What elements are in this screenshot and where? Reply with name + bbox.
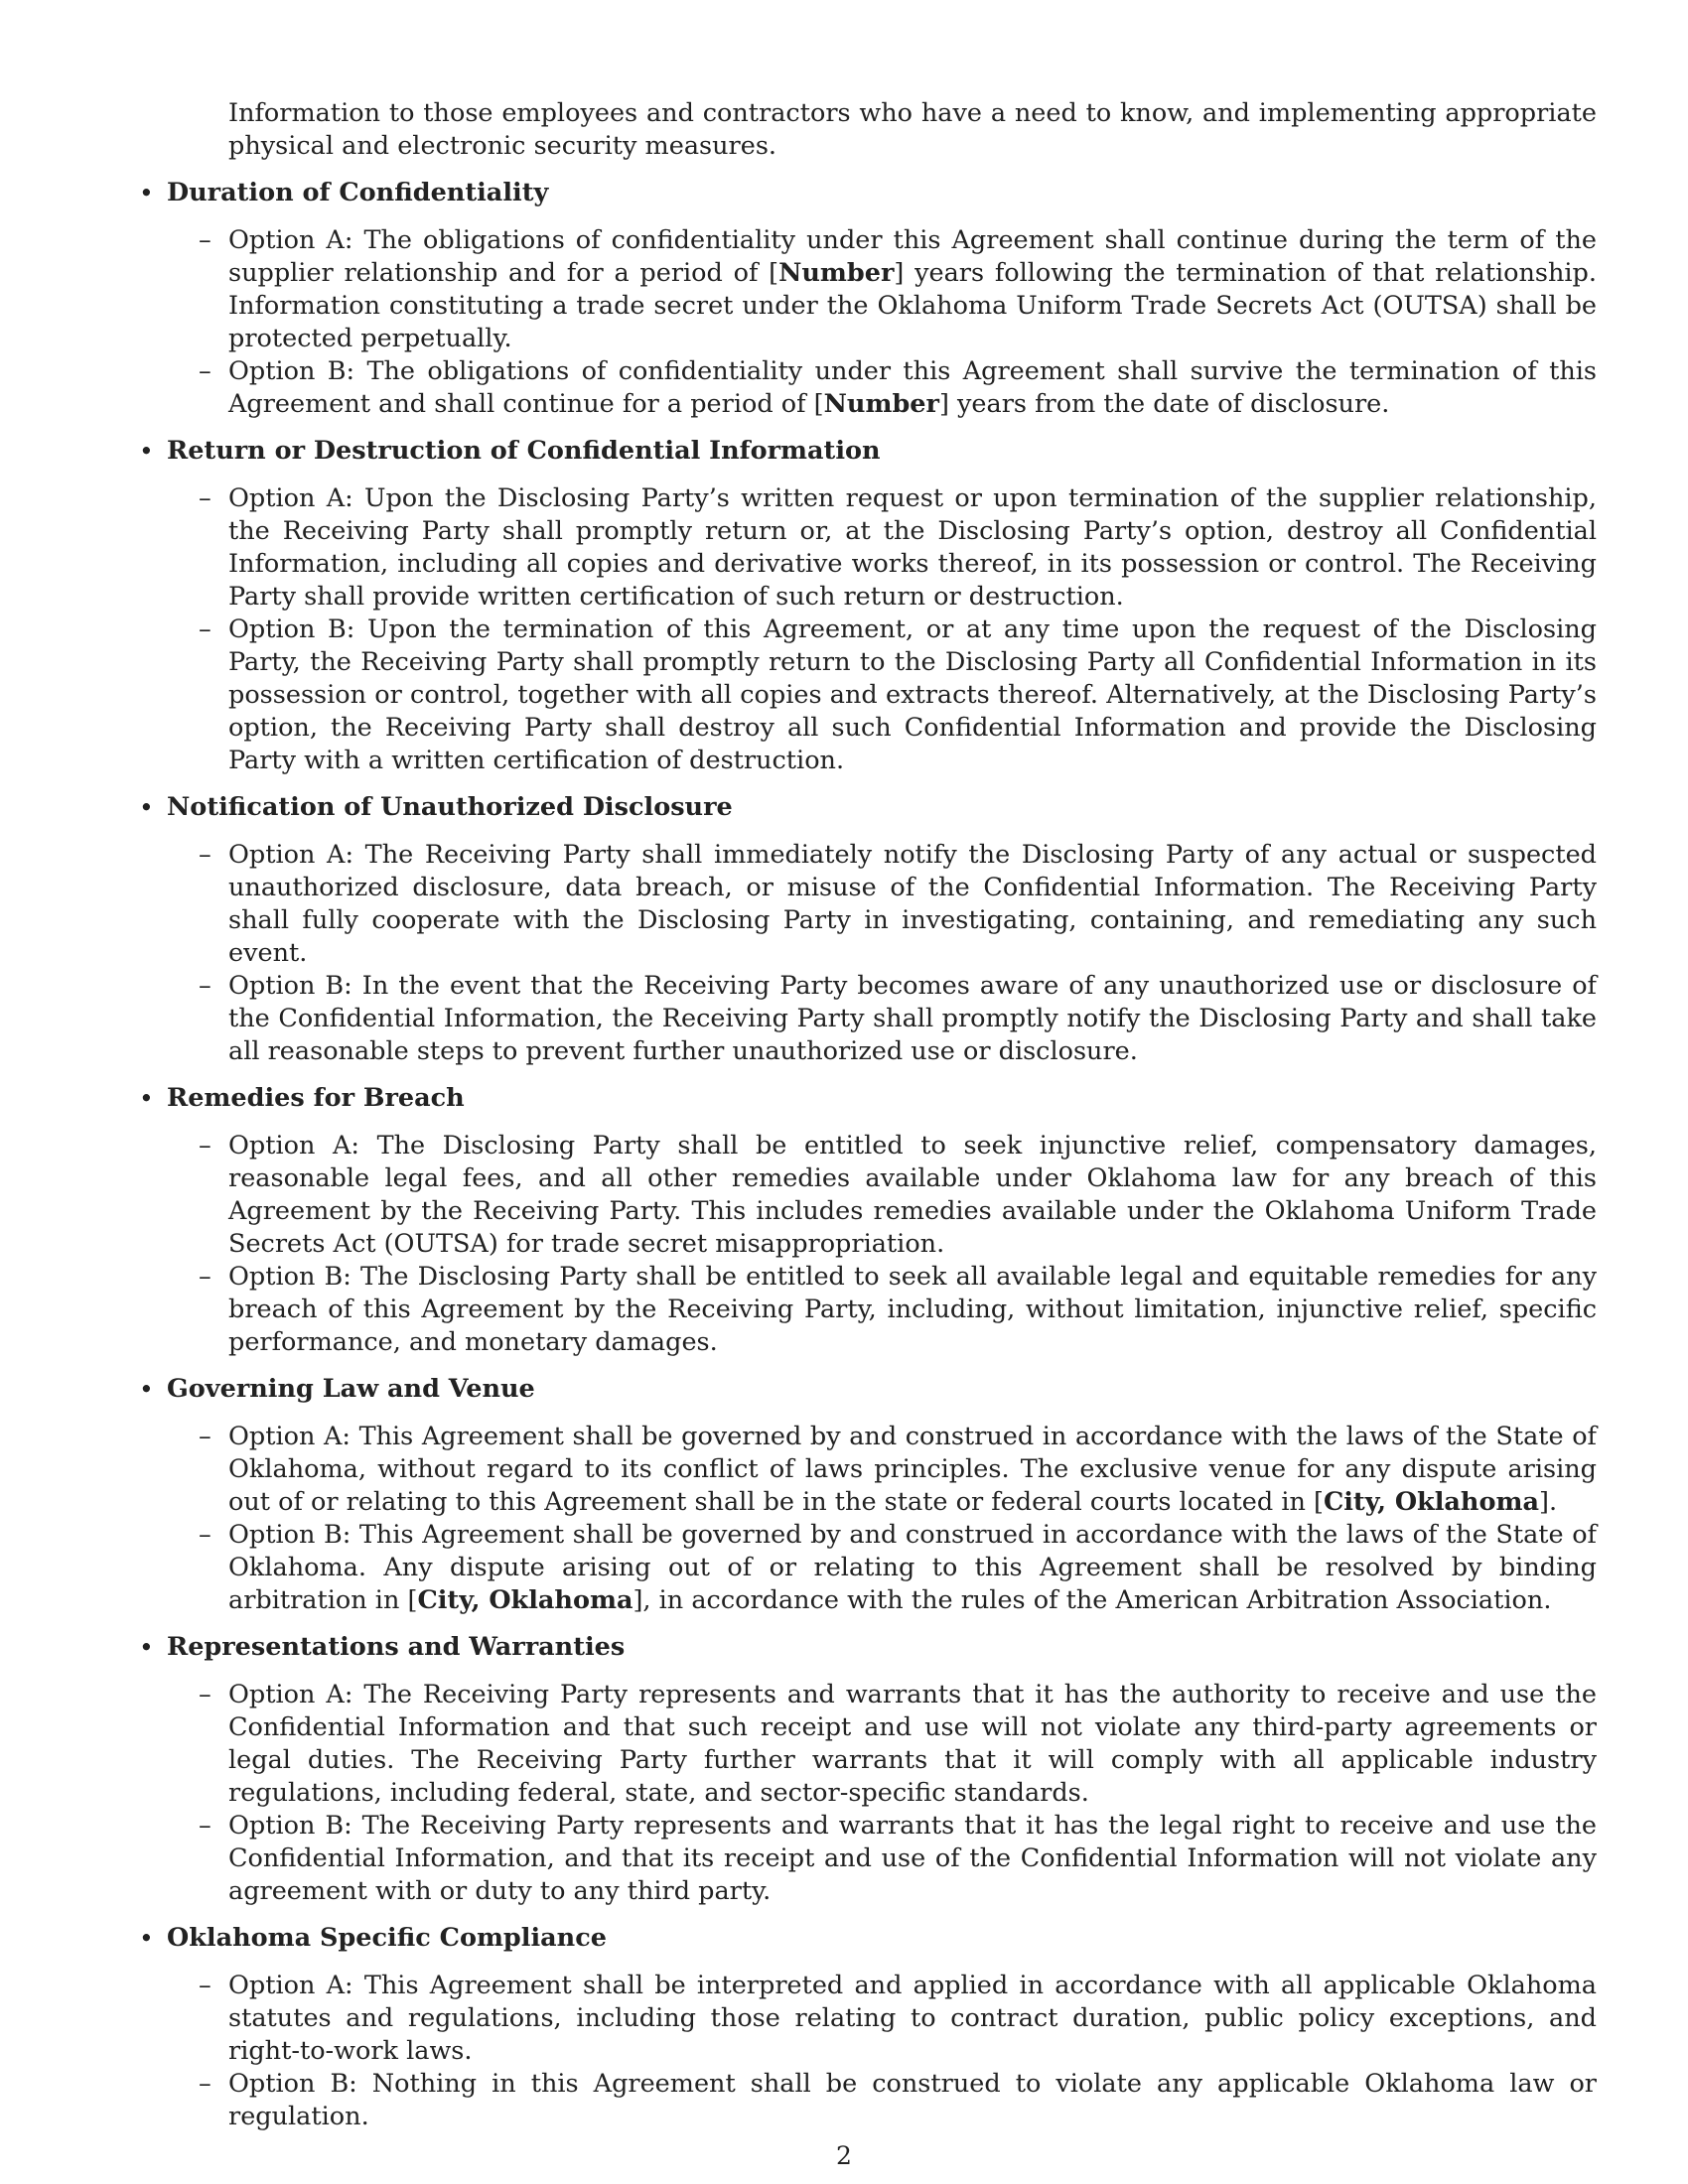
bullet-icon: • <box>139 793 154 822</box>
section-remedies-for-breach <box>139 1082 1597 1359</box>
option-text: Option A: Upon the Disclosing Party’s written request or upon termination of the supplier relationship, the Receiving Party shall promptly return or, at the Disclosing Party’s option, destroy all Confidential Information, including all copies and derivative works thereof, in its possession or control. The Receiving Party shall provide written certification of such return or destruction. <box>228 483 1597 612</box>
dash-icon: – <box>199 1262 211 1292</box>
option-text: Option A: The Receiving Party represents and warrants that it has the authority to receive and use the Confidential Information and that such receipt and use will not violate any third-party agreements or legal duties. The Receiving Party further warrants that it will comply with all applicable industry regulations, including federal, state, and sector-specific standards. <box>228 1680 1597 1808</box>
option-b <box>199 614 1597 777</box>
option-text: Option A: The Receiving Party shall immediately notify the Disclosing Party of any actual or suspected unauthorized disclosure, data breach, or misuse of the Confidential Information. The Receiving Party shall fully cooperate with the Disclosing Party in investigating, containing, and remediating any such event. <box>228 840 1597 968</box>
dash-icon: – <box>199 1680 211 1709</box>
section-oklahoma-specific-compliance <box>139 1922 1597 2133</box>
section-notification-of-unauthorized-disclosure <box>139 791 1597 1068</box>
section-governing-law-and-venue <box>139 1373 1597 1617</box>
bullet-icon: • <box>139 1375 154 1404</box>
option-a <box>199 1970 1597 2068</box>
page-content <box>139 97 1597 2147</box>
bullet-icon: • <box>139 437 154 466</box>
option-a <box>199 1421 1597 1519</box>
option-b <box>199 355 1597 421</box>
option-a <box>199 1130 1597 1261</box>
option-text: Option B: The Disclosing Party shall be entitled to seek all available legal and equitable remedies for any breach of this Agreement by the Receiving Party, including, without limitation, injunctive relief, specific performance, and monetary damages. <box>228 1262 1597 1357</box>
option-text: ]. <box>1539 1487 1558 1517</box>
option-text: Option A: The Disclosing Party shall be entitled to seek injunctive relief, compensatory damages, reasonable legal fees, and all other remedies available under Oklahoma law for any breach of this Agreement by the Receiving Party. This includes remedies available under the Oklahoma Uniform Trade Secrets Act (OUTSA) for trade secret misappropriation. <box>228 1131 1597 1259</box>
section-duration-of-confidentiality <box>139 177 1597 421</box>
section-title: Return or Destruction of Confidential Information <box>167 436 881 466</box>
bullet-icon: • <box>139 1084 154 1113</box>
placeholder-city: City, Oklahoma <box>417 1585 633 1615</box>
dash-icon: – <box>199 1422 211 1451</box>
placeholder-city: City, Oklahoma <box>1323 1487 1539 1517</box>
option-text: Option B: This Agreement shall be governed by and construed in accordance with the laws of the State of Oklahoma. Any dispute arising out of or relating to this Agreement shall be resolved by binding arbitration in [ <box>228 1520 1597 1615</box>
option-a <box>199 839 1597 970</box>
option-a <box>199 1679 1597 1810</box>
dash-icon: – <box>199 225 211 255</box>
section-title: Oklahoma Specific Compliance <box>167 1923 607 1953</box>
option-text: ], in accordance with the rules of the American Arbitration Association. <box>633 1585 1552 1615</box>
section-title: Governing Law and Venue <box>167 1374 535 1404</box>
dash-icon: – <box>199 971 211 1001</box>
section-title: Remedies for Breach <box>167 1083 465 1113</box>
continuation-paragraph: Information to those employees and contractors who have a need to know, and implementing appropriate physical and electronic security measures. <box>228 98 1597 161</box>
dash-icon: – <box>199 1131 211 1160</box>
section-representations-and-warranties <box>139 1631 1597 1908</box>
option-text: Option B: The Receiving Party represents and warrants that it has the legal right to receive and use the Confidential Information, and that its receipt and use of the Confidential Information will not violate any agreement with or duty to any third party. <box>228 1811 1597 1906</box>
page-number: 2 <box>836 2141 852 2170</box>
option-text: Option B: The obligations of confidentiality under this Agreement shall survive the termination of this Agreement and shall continue for a period of [ <box>228 356 1597 419</box>
option-text: Option B: Nothing in this Agreement shall be construed to violate any applicable Oklahoma law or regulation. <box>228 2069 1597 2131</box>
option-b <box>199 2068 1597 2133</box>
dash-icon: – <box>199 2069 211 2099</box>
option-a <box>199 224 1597 355</box>
bullet-icon: • <box>139 1633 154 1662</box>
option-text: ] years from the date of disclosure. <box>938 389 1390 419</box>
option-text: Option A: This Agreement shall be governed by and construed in accordance with the laws of the State of Oklahoma, without regard to its conflict of laws principles. The exclusive venue for any dispute arising out of or relating to this Agreement shall be in the state or federal courts located in [ <box>228 1422 1597 1517</box>
section-title: Duration of Confidentiality <box>167 178 549 207</box>
option-a <box>199 482 1597 614</box>
bullet-icon: • <box>139 179 154 207</box>
option-text: Option B: In the event that the Receiving Party becomes aware of any unauthorized use or disclosure of the Confidential Information, the Receiving Party shall promptly notify the Disclosing Party and shall take all reasonable steps to prevent further unauthorized use or disclosure. <box>228 971 1597 1066</box>
placeholder-number: Number <box>778 258 895 288</box>
option-b <box>199 1810 1597 1908</box>
dash-icon: – <box>199 1520 211 1550</box>
bullet-icon: • <box>139 1924 154 1953</box>
option-b <box>199 1519 1597 1617</box>
dash-icon: – <box>199 614 211 644</box>
dash-icon: – <box>199 356 211 386</box>
option-b <box>199 970 1597 1068</box>
dash-icon: – <box>199 483 211 513</box>
dash-icon: – <box>199 1971 211 2000</box>
option-text: Option B: Upon the termination of this Agreement, or at any time upon the request of the Disclosing Party, the Receiving Party shall promptly return to the Disclosing Party all Confidential Information in its possession or control, together with all copies and extracts thereof. Alternatively, at the Disclosing Party’s option, the Receiving Party shall destroy all such Confidential Information and provide the Disclosing Party with a written certification of destruction. <box>228 614 1597 775</box>
option-text: Option A: This Agreement shall be interpreted and applied in accordance with all applicable Oklahoma statutes and regulations, including those relating to contract duration, public policy exceptions, and right-to-work laws. <box>228 1971 1597 2066</box>
section-title: Notification of Unauthorized Disclosure <box>167 792 733 822</box>
option-b <box>199 1261 1597 1359</box>
placeholder-number: Number <box>823 389 939 419</box>
option-text: ] years following the termination of that relationship. Information constituting a trade secret under the Oklahoma Uniform Trade Secrets Act (OUTSA) shall be protected perpetually. <box>228 258 1597 353</box>
dash-icon: – <box>199 1811 211 1841</box>
option-text: Option A: The obligations of confidentiality under this Agreement shall continue during the term of the supplier relationship and for a period of [ <box>228 225 1597 288</box>
section-title: Representations and Warranties <box>167 1632 626 1662</box>
section-return-or-destruction <box>139 435 1597 777</box>
dash-icon: – <box>199 840 211 870</box>
